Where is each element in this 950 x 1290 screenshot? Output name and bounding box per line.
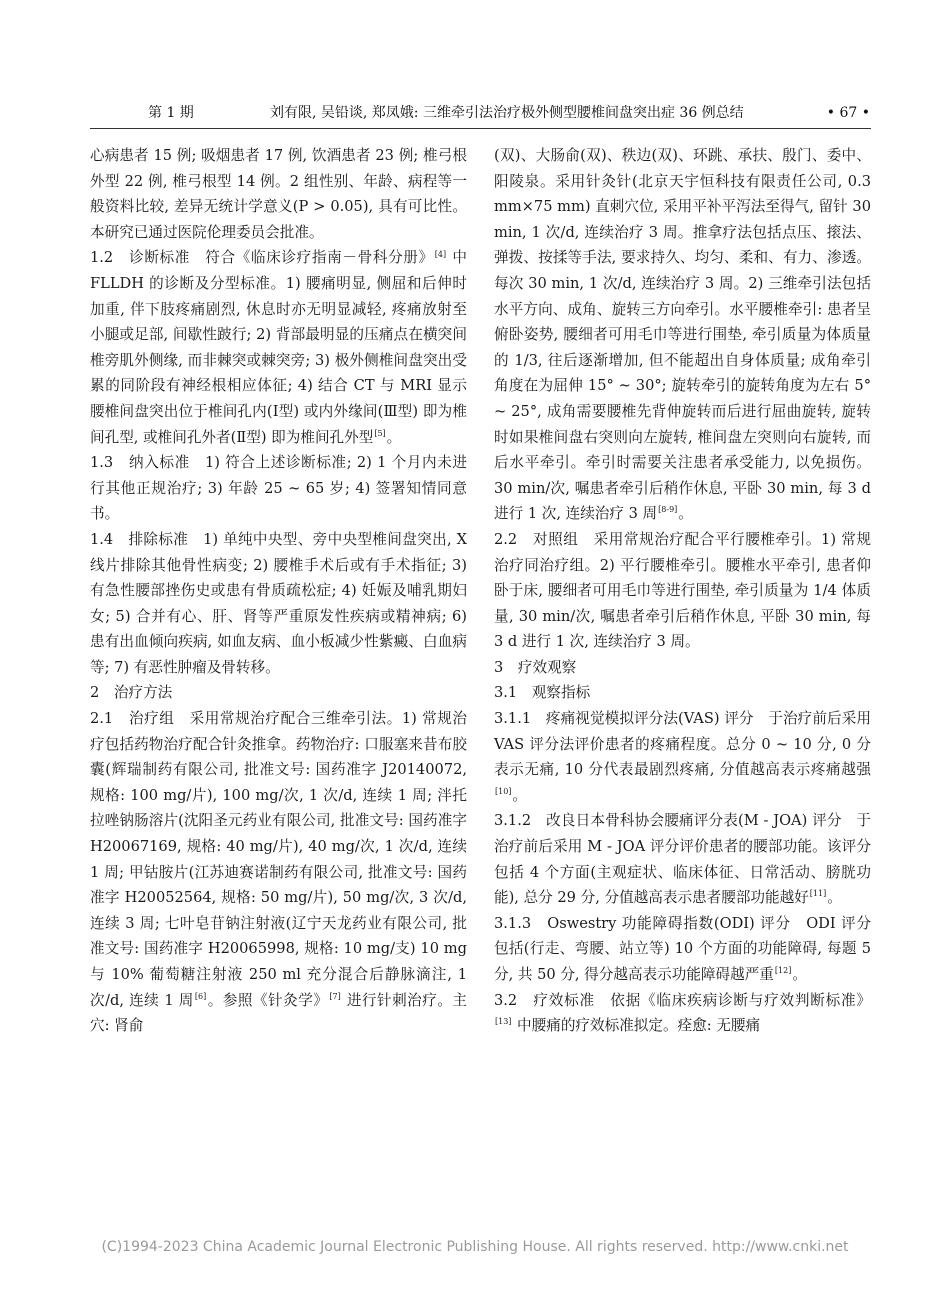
section-3-1-3: 3.1.3 Oswestry 功能障碍指数(ODI) 评分 ODI 评分包括(行走、弯腰、站立等) 10 个方面的功能障碍, 每题 5 分, 共 50 分, 得分越高表示功能障碍越严重[12]。 [494,914,871,983]
right-column [494,143,871,1039]
section-2-2: 2.2 对照组 采用常规治疗配合平行腰椎牵引。1) 常规治疗同治疗组。2) 平行腰椎牵引。腰椎水平牵引, 患者仰卧于床, 腰细者可用毛巾等进行围垫, 牵引质量为 1/4 体质量, 30 min/次, 嘱患者牵引后稍作休息, 平卧 30 min, 每 3 d 进行 1 次, 连续治疗 3 周。 [494,530,871,651]
section-heading-3: 3 疗效观察 [494,658,577,676]
section-3-1-2: 3.1.2 改良日本骨科协会腰痛评分表(M - JOA) 评分 于治疗前后采用 M - JOA 评分评价患者的腰部功能。该评分包括 4 个方面(主观症状、临床体征、日常活动、膀胱功能), 总分 29 分, 分值越高表示患者腰部功能越好[11]。 [494,812,871,907]
section-1-3: 1.3 纳入标准 1) 符合上述诊断标准; 2) 1 个月内未进行其他正规治疗; 3) 年龄 25 ~ 65 岁; 4) 签署知情同意书。 [90,454,467,523]
citation: [13] [495,1017,512,1027]
section-3-2: 3.2 疗效标准 依据《临床疾病诊断与疗效判断标准》[13] 中腰痛的疗效标准拟定。痊愈: 无腰痛 [494,991,871,1035]
section-1-2: 1.2 诊断标准 符合《临床诊疗指南－骨科分册》[4] 中 FLLDH 的诊断及分型标准。1) 腰痛明显, 侧屈和后伸时加重, 伴下肢疼痛剧烈, 休息时亦无明显减轻, 疼痛放射至小腿或足部, 间歇性跛行; 2) 背部最明显的压痛点在横突间椎旁肌外侧缘, 而非棘突或棘突旁; 3) 极外侧椎间盘突出受累的同阶段有神经根相应体征; 4) 结合 CT 与 MRI 显示腰椎间盘突出位于椎间孔内(Ⅰ型) 或内外缘间(Ⅲ型) 即为椎间孔型, 或椎间孔外者(Ⅱ型) 即为椎间孔外型[5]。 [90,249,467,446]
paragraph: (双)、大肠俞(双)、秩边(双)、环跳、承扶、殷门、委中、阳陵泉。采用针灸针(北京天宇恒科技有限责任公司, 0.3 mm×75 mm) 直刺穴位, 采用平补平泻法至得气, 留针 30 min, 1 次/d, 连续治疗 3 周。推拿疗法包括点压、㨰法、弹拨、按揉等手法, 要求持久、均匀、柔和、有力、渗透。每次 30 min, 1 次/d, 连续治疗 3 周。2) 三维牵引法包括水平方向、成角、旋转三方向牵引。水平腰椎牵引: 患者呈俯卧姿势, 腰细者可用毛巾等进行围垫, 牵引质量为体质量的 1/3, 往后逐渐增加, 但不能超出自身体质量; 成角牵引角度在为屈伸 15° ~ 30°; 旋转牵引的旋转角度为左右 5° ~ 25°, 成角需要腰椎先背伸旋转而后进行屈曲旋转, 旋转时如果椎间盘右突则向左旋转, 椎间盘左突则向右旋转, 而后水平牵引。牵引时需要关注患者承受能力, 以免损伤。30 min/次, 嘱患者牵引后稍作休息, 平卧 30 min, 每 3 d 进行 1 次, 连续治疗 3 周[8-9]。 [494,147,871,523]
section-1-4: 1.4 排除标准 1) 单纯中央型、旁中央型椎间盘突出, X 线片排除其他骨性病变; 2) 腰椎手术后或有手术指征; 3) 有急性腰部挫伤史或患有骨质疏松症; 4) 妊娠及哺乳期妇女; 5) 合并有心、肝、肾等严重原发性疾病或精神病; 6) 患有出血倾向疾病, 如血友病、血小板减少性紫癜、白血病等; 7) 有恶性肿瘤及骨转移。 [90,530,467,676]
issue-label: 第 1 期 [148,105,194,121]
citation: [7] [329,991,341,1001]
section-heading-2: 2 治疗方法 [90,684,173,702]
running-header [90,101,870,125]
section-2-1: 2.1 治疗组 采用常规治疗配合三维牵引法。1) 常规治疗包括药物治疗配合针灸推拿。药物治疗: 口服塞来昔布胶囊(辉瑞制药有限公司, 批准文号: 国药准字 J20140072, 规格: 100 mg/片), 100 mg/次, 1 次/d, 连续 1 周; 泮托拉唑钠肠溶片(沈阳圣元药业有限公司, 批准文号: 国药准字 H20067169, 规格: 40 mg/片), 40 mg/次, 1 次/d, 连续 1 周; 甲钴胺片(江苏迪赛诺制药有限公司, 批准文号: 国药准字 H20052564, 规格: 50 mg/片), 50 mg/次, 3 次/d, 连续 3 周; 七叶皂苷钠注射液(辽宁天龙药业有限公司, 批准文号: 国药准字 H20065998, 规格: 10 mg/支) 10 mg 与 10% 葡萄糖注射液 250 ml 充分混合后静脉滴注, 1 次/d, 连续 1 周[6]。参照《针灸学》[7] 进行针刺治疗。主穴: 肾俞 [90,710,467,1035]
authors-title: 刘有限, 吴铅谈, 郑凤娥: 三维牵引法治疗极外侧型腰椎间盘突出症 36 例总结 [270,105,744,121]
copyright-footer: (C)1994-2023 China Academic Journal Electronic Publishing House. All rights reserved. http://www.cnki.net [101,1239,849,1255]
citation: [10] [495,786,512,796]
left-column [90,143,467,1039]
section-3-1-1: 3.1.1 疼痛视觉模拟评分法(VAS) 评分 于治疗前后采用 VAS 评分法评价患者的疼痛程度。总分 0 ~ 10 分, 0 分表示无痛, 10 分代表最剧烈疼痛, 分值越高表示疼痛越强[10]。 [494,710,871,804]
citation: [5] [374,428,386,438]
section-heading-3-1: 3.1 观察指标 [494,684,591,702]
citation: [8-9] [658,505,678,515]
header-rule [90,128,871,129]
citation: [11] [809,889,827,899]
citation: [12] [774,966,792,976]
page-number: • 67 • [826,105,870,121]
citation: [6] [194,991,207,1001]
citation: [4] [434,249,447,259]
paragraph: 心病患者 15 例; 吸烟患者 17 例, 饮酒患者 23 例; 椎弓根外型 22 例, 椎弓根型 14 例。2 组性别、年龄、病程等一般资料比较, 差异无统计学意义(P > 0.05), 具有可比性。本研究已通过医院伦理委员会批准。 [90,147,467,241]
